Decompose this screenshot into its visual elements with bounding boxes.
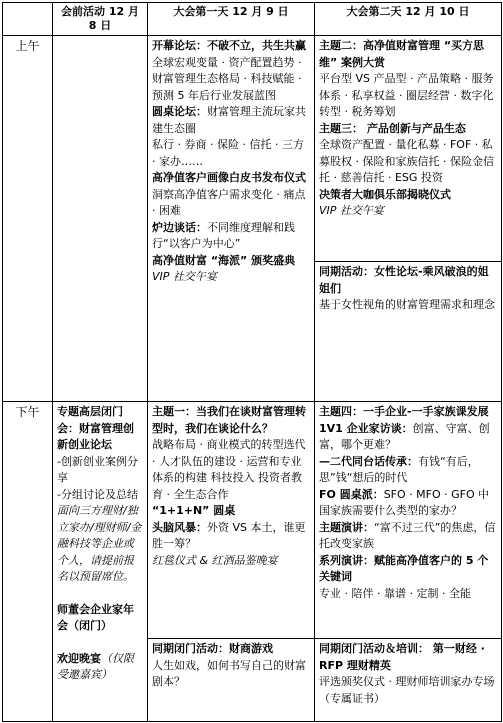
- fireside-body: 不同维度理解和践行“以客户为中心”: [152, 220, 295, 250]
- whitepaper-body: 洞察高净值客户需求变化 · 痛点 · 困难: [152, 187, 306, 217]
- day2-vip-lunch: VIP 社交午宴: [319, 204, 384, 217]
- roundtable-block: [152, 104, 310, 137]
- fireside-title: 炉边谈话：: [152, 220, 207, 234]
- wealth-game-body: 人生如戏，如何书写自己的财富剧本？: [152, 658, 306, 688]
- day1-vip-lunch: VIP 社交午宴: [152, 270, 217, 283]
- salon-item-1: -创新创业案例分享: [57, 454, 138, 484]
- spacer: [57, 586, 143, 602]
- corner-header: [3, 3, 53, 36]
- second-gen-title: —二代同台话传承：: [319, 454, 418, 468]
- pre-event-header: 会前活动 12 月 8 日: [53, 3, 148, 36]
- day2-header: 大会第二天 12 月 10 日: [315, 3, 502, 36]
- red-carpet-gala: 红毯仪式 & 红酒品鉴晚宴: [152, 553, 278, 567]
- theme5-body: 专业 · 陪伴 · 靠谱 · 定制 · 全能: [319, 586, 471, 600]
- morning-day1-cell: [148, 36, 315, 402]
- afternoon-day2-cell: [315, 402, 502, 639]
- roundtable-list: 私行 · 券商 · 保险 · 信托 · 三方 · 家办……: [152, 138, 304, 168]
- roundtable-body: 财富管理主流玩家共建生态圈: [152, 105, 306, 135]
- theme5-title: 系列演讲：赋能高净值客户的 5 个关键词: [319, 553, 489, 583]
- dinner-title: 欢迎晚宴: [57, 651, 101, 665]
- second-gen-body: 有钱“有后，思”钱“想后的时代: [319, 454, 479, 484]
- salon-item-2: -分组讨论及总结: [57, 487, 138, 501]
- day1-header: 大会第一天 12 月 9 日: [148, 3, 315, 36]
- training-body: 评选颁奖仪式 · 理财师培训家办专场（专属证书）: [319, 675, 495, 705]
- decision-club-title: 决策者大咖俱乐部揭晓仪式: [319, 187, 451, 201]
- opening-forum-body: 全球宏观变量 · 资产配置趋势 · 财富管理生态格局 · 科技赋能 · 预测 5 年后行业发展蓝图: [152, 55, 302, 102]
- brainstorm-block: [152, 520, 310, 553]
- board-meeting-title: 师董会企业家年会（闭门）: [57, 602, 134, 632]
- interview-title: 1V1 企业家访谈：: [319, 421, 413, 435]
- second-gen-block: [319, 454, 497, 487]
- theme2-body: 平台型 VS 产品型 · 产品策略 · 服务体系 · 私享权益 · 圈层经营 · 数字化转型 · 税务筹划: [319, 72, 494, 118]
- women-forum-title: 同期活动：女性论坛-乘风破浪的姐姐们: [319, 265, 489, 295]
- training-cell: [315, 639, 502, 722]
- dinner-note: （仅限受邀嘉宾）: [57, 651, 134, 681]
- speech-title: 主题演讲：: [319, 520, 374, 534]
- speech-body: “富不过三代”的焦虑，信托改变家族: [319, 520, 496, 550]
- morning-label: 上午: [3, 36, 53, 402]
- afternoon-label: 下午: [3, 402, 53, 722]
- salon-title: 专题高层闭门会：财富管理创新创业论坛: [57, 405, 134, 451]
- morning-row-a: [3, 36, 502, 262]
- afternoon-day1-cell: [148, 402, 315, 639]
- salon-note: 面向三方理财/独立家办/理财师/金融科技等企业或个人，请提前报名以预留席位。: [57, 504, 142, 583]
- roundtable-title: 圆桌论坛：: [152, 105, 207, 118]
- fo-title: FO 圆桌派：: [319, 487, 384, 501]
- spacer: [57, 635, 143, 651]
- wealth-game-title: 同期闭门活动：财商游戏: [152, 642, 273, 655]
- theme4-title: 主题四：一手企业-一手家族课发展: [319, 405, 489, 418]
- theme3-body: 全球资产配置 · 量化私募 · FOF · 私募股权 · 保险和家族信托 · 保险金信托 · 慈善信托 · ESG 投资: [319, 138, 494, 184]
- brainstorm-title: 头脑风暴：: [152, 520, 207, 534]
- header-row: [3, 3, 502, 36]
- opening-forum-title: 开幕论坛：不破不立，共生共赢: [152, 39, 306, 52]
- schedule-table: [2, 2, 502, 722]
- fo-block: [319, 487, 497, 520]
- training-title: 同期闭门活动＆培训： 第一财经 · RFP 理财精英: [319, 642, 485, 672]
- theme1-body: 战略布局 · 商业模式的转型选代 · 人才队伍的建设 · 运营和专业体系的构建 科技投入 投资者教育 · 全生态合作: [152, 438, 306, 501]
- award-title: 高净值财富 “海派” 颁奖盛典: [152, 253, 296, 267]
- fo-body: SFO · MFO · GFO 中国家族需要什么类型的家办？: [319, 487, 490, 517]
- morning-day2-cell: [315, 36, 502, 262]
- theme2-title: 主题二：高净值财富管理 “买方思维” 案例大赏: [319, 39, 485, 69]
- fireside-block: [152, 220, 310, 253]
- roundtable-1-1-n: “1+1+N” 圆桌: [152, 504, 236, 517]
- afternoon-row-a: [3, 402, 502, 639]
- women-forum-cell: [315, 262, 502, 402]
- wealth-game-cell: [148, 639, 315, 722]
- speech-block: [319, 520, 497, 553]
- interview-block: [319, 421, 497, 454]
- interview-body: 创富、守富、创富，哪个更难？: [319, 421, 490, 451]
- women-forum-body: 基于女性视角的财富管理需求和理念: [319, 298, 495, 311]
- morning-pre-cell: [53, 36, 148, 402]
- theme1-title: 主题一：当我们在谈财富管理转型时，我们在谈论什么？: [152, 405, 306, 435]
- welcome-dinner: [57, 651, 143, 684]
- afternoon-pre-cell: [53, 402, 148, 722]
- whitepaper-title: 高净值客户画像白皮书发布仪式: [152, 171, 306, 184]
- brainstorm-body: 外资 VS 本土，谁更胜一筹？: [152, 520, 306, 550]
- theme3-title: 主题三： 产品创新与产品生态: [319, 121, 466, 135]
